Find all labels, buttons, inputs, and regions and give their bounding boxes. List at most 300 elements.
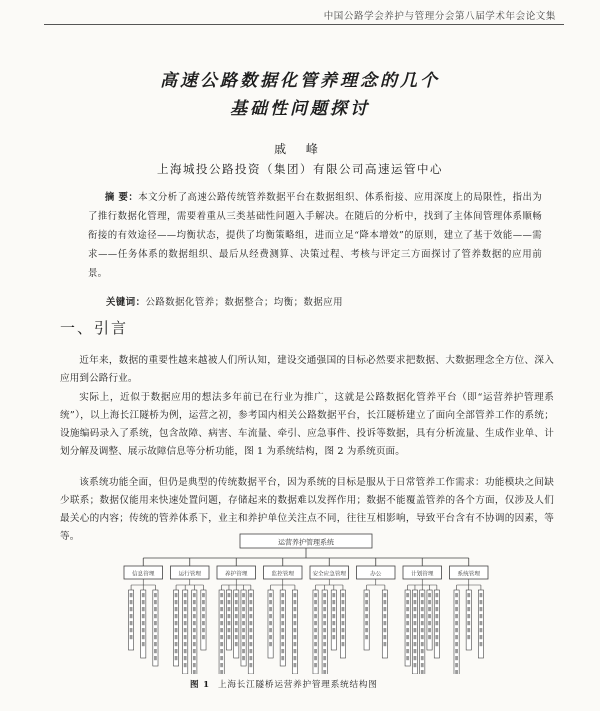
- leaf-text-mark: [421, 642, 424, 646]
- leaf-text-mark: [314, 621, 317, 625]
- leaf-text-mark: [202, 621, 205, 625]
- leaf-text-mark: [130, 607, 133, 611]
- leaf-text-mark: [294, 656, 297, 660]
- leaf-text-mark: [235, 614, 238, 618]
- leaf-text-mark: [220, 600, 223, 604]
- leaf-text-mark: [455, 663, 458, 667]
- leaf-text-mark: [455, 621, 458, 625]
- leaf-text-mark: [435, 593, 438, 597]
- leaf-text-mark: [294, 628, 297, 632]
- leaf-box: [128, 590, 133, 650]
- leaf-text-mark: [269, 607, 272, 611]
- leaf-text-mark: [242, 628, 245, 632]
- leaf-text-mark: [220, 628, 223, 632]
- abstract-paragraph: [88, 188, 542, 283]
- leaf-text-mark: [249, 614, 252, 618]
- leaf-text-mark: [228, 593, 231, 597]
- leaf-text-mark: [154, 607, 157, 611]
- module-label: 监控管理: [271, 571, 294, 578]
- leaf-text-mark: [314, 593, 317, 597]
- root-label: 运营养护管理系统: [278, 538, 334, 547]
- abstract-label: 摘 要：: [104, 192, 139, 203]
- leaf-text-mark: [414, 642, 417, 646]
- leaf-text-mark: [269, 635, 272, 639]
- leaf-text-mark: [220, 593, 223, 597]
- leaf-text-mark: [421, 593, 424, 597]
- leaf-box: [201, 590, 206, 650]
- leaf-box: [466, 590, 471, 650]
- module-label: 办公: [370, 571, 382, 578]
- leaf-text-mark: [175, 656, 178, 660]
- leaf-text-mark: [242, 621, 245, 625]
- leaf-text-mark: [455, 670, 458, 674]
- leaf-text-mark: [414, 614, 417, 618]
- leaf-text-mark: [480, 642, 483, 646]
- leaf-text-mark: [175, 621, 178, 625]
- leaf-text-mark: [314, 614, 317, 618]
- leaf-text-mark: [249, 621, 252, 625]
- leaf-text-mark: [294, 649, 297, 653]
- leaf-text-mark: [435, 621, 438, 625]
- leaf-text-mark: [435, 614, 438, 618]
- leaf-text-mark: [406, 600, 409, 604]
- leaf-text-mark: [406, 621, 409, 625]
- leaf-text-mark: [235, 635, 238, 639]
- leaf-text-mark: [435, 600, 438, 604]
- leaf-text-mark: [480, 607, 483, 611]
- leaf-text-mark: [414, 607, 417, 611]
- leaf-text-mark: [323, 656, 326, 660]
- leaf-text-mark: [154, 628, 157, 632]
- leaf-text-mark: [184, 656, 187, 660]
- leaf-text-mark: [365, 614, 368, 618]
- leaf-text-mark: [480, 628, 483, 632]
- leaf-text-mark: [383, 593, 386, 597]
- leaf-text-mark: [383, 628, 386, 632]
- leaf-text-mark: [175, 607, 178, 611]
- leaf-text-mark: [428, 600, 431, 604]
- leaf-text-mark: [455, 593, 458, 597]
- system-structure-diagram: [120, 532, 492, 674]
- leaf-text-mark: [142, 600, 145, 604]
- leaf-text-mark: [154, 635, 157, 639]
- leaf-text-mark: [193, 649, 196, 653]
- author-name: 戚 峰: [274, 142, 326, 156]
- leaf-text-mark: [249, 663, 252, 667]
- leaf-box: [331, 590, 336, 650]
- abstract: [88, 188, 542, 283]
- leaf-text-mark: [281, 621, 284, 625]
- leaf-text-mark: [154, 621, 157, 625]
- leaf-text-mark: [154, 600, 157, 604]
- leaf-text-mark: [249, 628, 252, 632]
- leaf-text-mark: [202, 628, 205, 632]
- leaf-text-mark: [193, 670, 196, 674]
- leaf-text-mark: [142, 642, 145, 646]
- leaf-text-mark: [235, 607, 238, 611]
- leaf-text-mark: [480, 593, 483, 597]
- leaf-text-mark: [455, 607, 458, 611]
- leaf-text-mark: [242, 607, 245, 611]
- leaf-text-mark: [184, 607, 187, 611]
- leaf-text-mark: [421, 621, 424, 625]
- leaf-text-mark: [184, 642, 187, 646]
- leaf-text-mark: [142, 628, 145, 632]
- leaf-text-mark: [235, 600, 238, 604]
- leaf-text-mark: [228, 600, 231, 604]
- running-head: 中国公路学会养护与管理分会第八届学术年会论文集: [323, 11, 556, 22]
- leaf-text-mark: [154, 614, 157, 618]
- leaf-text-mark: [332, 635, 335, 639]
- leaf-text-mark: [332, 614, 335, 618]
- leaf-text-mark: [242, 656, 245, 660]
- leaf-text-mark: [332, 628, 335, 632]
- figure-caption: [190, 678, 378, 690]
- leaf-text-mark: [175, 635, 178, 639]
- leaf-text-mark: [202, 593, 205, 597]
- leaf-text-mark: [332, 600, 335, 604]
- leaf-text-mark: [314, 656, 317, 660]
- leaf-text-mark: [235, 642, 238, 646]
- leaf-text-mark: [175, 593, 178, 597]
- leaf-text-mark: [332, 593, 335, 597]
- leaf-text-mark: [228, 607, 231, 611]
- leaf-text-mark: [455, 600, 458, 604]
- leaf-text-mark: [193, 656, 196, 660]
- leaf-text-mark: [342, 614, 345, 618]
- leaf-text-mark: [323, 600, 326, 604]
- leaf-text-mark: [480, 600, 483, 604]
- leaf-text-mark: [467, 614, 470, 618]
- leaf-text-mark: [414, 621, 417, 625]
- leaf-text-mark: [414, 628, 417, 632]
- leaf-text-mark: [406, 614, 409, 618]
- leaf-text-mark: [294, 635, 297, 639]
- module-label: 运行管理: [178, 571, 201, 578]
- leaf-text-mark: [269, 593, 272, 597]
- leaf-text-mark: [435, 642, 438, 646]
- leaf-text-mark: [269, 621, 272, 625]
- leaf-text-mark: [332, 607, 335, 611]
- leaf-text-mark: [455, 635, 458, 639]
- leaf-text-mark: [421, 628, 424, 632]
- leaf-text-mark: [467, 600, 470, 604]
- section-heading: 一、引言: [60, 319, 129, 337]
- leaf-text-mark: [202, 600, 205, 604]
- module-label: 安全应急管理: [312, 571, 347, 578]
- leaf-text-mark: [406, 656, 409, 660]
- leaf-text-mark: [365, 593, 368, 597]
- leaf-text-mark: [281, 628, 284, 632]
- leaf-text-mark: [249, 600, 252, 604]
- leaf-text-mark: [294, 642, 297, 646]
- leaf-text-mark: [220, 642, 223, 646]
- leaf-text-mark: [130, 628, 133, 632]
- leaf-text-mark: [184, 628, 187, 632]
- leaf-text-mark: [365, 635, 368, 639]
- leaf-text-mark: [130, 593, 133, 597]
- leaf-text-mark: [421, 635, 424, 639]
- leaf-text-mark: [455, 614, 458, 618]
- leaf-text-mark: [184, 635, 187, 639]
- leaf-text-mark: [428, 621, 431, 625]
- leaf-text-mark: [184, 663, 187, 667]
- leaf-text-mark: [314, 607, 317, 611]
- module-label: 计划管理: [411, 571, 434, 578]
- leaf-text-mark: [323, 642, 326, 646]
- leaf-text-mark: [130, 614, 133, 618]
- leaf-text-mark: [342, 635, 345, 639]
- paragraph-text: 近年来，数据的重要性越来越被人们所认知，建设交通强国的目标必然要求把数据、大数据理念全方位、深入应用到公路行业。: [60, 355, 554, 384]
- leaf-text-mark: [249, 656, 252, 660]
- leaf-text-mark: [455, 649, 458, 653]
- leaf-text-mark: [154, 656, 157, 660]
- leaf-text-mark: [269, 642, 272, 646]
- leaf-text-mark: [175, 649, 178, 653]
- leaf-text-mark: [220, 635, 223, 639]
- leaf-text-mark: [421, 649, 424, 653]
- leaf-text-mark: [228, 635, 231, 639]
- leaf-text-mark: [406, 635, 409, 639]
- leaf-text-mark: [242, 593, 245, 597]
- leaf-text-mark: [142, 614, 145, 618]
- leaf-text-mark: [142, 607, 145, 611]
- leaf-text-mark: [202, 614, 205, 618]
- leaf-text-mark: [435, 635, 438, 639]
- leaf-text-mark: [228, 621, 231, 625]
- leaf-text-mark: [421, 656, 424, 660]
- leaf-text-mark: [294, 614, 297, 618]
- leaf-text-mark: [175, 614, 178, 618]
- leaf-text-mark: [480, 635, 483, 639]
- leaf-text-mark: [235, 593, 238, 597]
- leaf-text-mark: [228, 614, 231, 618]
- leaf-text-mark: [406, 607, 409, 611]
- leaf-text-mark: [269, 628, 272, 632]
- leaf-text-mark: [467, 628, 470, 632]
- leaf-text-mark: [428, 635, 431, 639]
- leaf-text-mark: [184, 614, 187, 618]
- leaf-text-mark: [414, 649, 417, 653]
- leaf-text-mark: [220, 656, 223, 660]
- leaf-text-mark: [193, 642, 196, 646]
- leaf-text-mark: [406, 649, 409, 653]
- leaf-text-mark: [323, 628, 326, 632]
- leaf-text-mark: [130, 600, 133, 604]
- leaf-text-mark: [130, 621, 133, 625]
- leaf-text-mark: [323, 635, 326, 639]
- leaf-text-mark: [130, 635, 133, 639]
- keywords-label: 关键词：: [106, 297, 146, 308]
- leaf-text-mark: [342, 621, 345, 625]
- leaf-text-mark: [467, 593, 470, 597]
- leaf-text-mark: [281, 607, 284, 611]
- leaf-text-mark: [435, 628, 438, 632]
- leaf-text-mark: [281, 649, 284, 653]
- leaf-text-mark: [249, 607, 252, 611]
- leaf-text-mark: [175, 600, 178, 604]
- body-paragraph-1: [60, 352, 554, 388]
- leaf-box: [226, 590, 231, 650]
- leaf-text-mark: [294, 607, 297, 611]
- leaf-text-mark: [314, 600, 317, 604]
- leaf-text-mark: [269, 614, 272, 618]
- leaf-text-mark: [193, 614, 196, 618]
- leaf-text-mark: [406, 628, 409, 632]
- leaf-text-mark: [428, 593, 431, 597]
- leaf-text-mark: [435, 607, 438, 611]
- leaf-text-mark: [323, 670, 326, 674]
- module-label: 系统管理: [457, 571, 480, 578]
- leaf-text-mark: [414, 635, 417, 639]
- leaf-text-mark: [142, 635, 145, 639]
- leaf-text-mark: [342, 642, 345, 646]
- leaf-text-mark: [342, 600, 345, 604]
- leaf-text-mark: [421, 614, 424, 618]
- module-label: 信息管理: [132, 571, 155, 578]
- leaf-text-mark: [220, 614, 223, 618]
- leaf-text-mark: [269, 600, 272, 604]
- leaf-text-mark: [480, 621, 483, 625]
- leaf-text-mark: [235, 621, 238, 625]
- leaf-text-mark: [193, 607, 196, 611]
- leaf-text-mark: [467, 607, 470, 611]
- leaf-text-mark: [242, 635, 245, 639]
- leaf-text-mark: [294, 663, 297, 667]
- leaf-text-mark: [383, 635, 386, 639]
- leaf-text-mark: [323, 621, 326, 625]
- leaf-text-mark: [154, 593, 157, 597]
- leaf-text-mark: [184, 593, 187, 597]
- leaf-text-mark: [323, 593, 326, 597]
- leaf-text-mark: [281, 600, 284, 604]
- leaf-text-mark: [220, 663, 223, 667]
- leaf-text-mark: [365, 607, 368, 611]
- leaf-text-mark: [428, 614, 431, 618]
- leaf-text-mark: [175, 642, 178, 646]
- leaf-text-mark: [414, 600, 417, 604]
- leaf-text-mark: [202, 607, 205, 611]
- leaf-text-mark: [242, 614, 245, 618]
- leaf-text-mark: [480, 614, 483, 618]
- leaf-text-mark: [421, 670, 424, 674]
- leaf-text-mark: [467, 621, 470, 625]
- keywords-text: 公路数据化管养；数据整合；均衡；数据应用: [145, 297, 344, 308]
- leaf-text-mark: [249, 635, 252, 639]
- leaf-text-mark: [406, 593, 409, 597]
- leaf-text-mark: [242, 649, 245, 653]
- leaf-text-mark: [281, 656, 284, 660]
- leaf-text-mark: [455, 656, 458, 660]
- leaf-text-mark: [193, 635, 196, 639]
- leaf-text-mark: [428, 607, 431, 611]
- figure-caption-text: 上海长江隧桥运营养护管理系统结构图: [217, 680, 378, 690]
- leaf-text-mark: [142, 621, 145, 625]
- leaf-text-mark: [281, 642, 284, 646]
- leaf-text-mark: [249, 593, 252, 597]
- leaf-text-mark: [184, 600, 187, 604]
- leaf-text-mark: [202, 635, 205, 639]
- leaf-text-mark: [365, 600, 368, 604]
- leaf-text-mark: [414, 663, 417, 667]
- leaf-text-mark: [193, 621, 196, 625]
- leaf-text-mark: [342, 607, 345, 611]
- leaf-text-mark: [193, 628, 196, 632]
- leaf-text-mark: [314, 635, 317, 639]
- header-rule: [44, 24, 564, 25]
- leaf-text-mark: [421, 600, 424, 604]
- leaf-text-mark: [281, 593, 284, 597]
- leaf-text-mark: [142, 593, 145, 597]
- leaf-text-mark: [314, 642, 317, 646]
- leaf-text-mark: [220, 621, 223, 625]
- leaf-text-mark: [467, 635, 470, 639]
- leaf-text-mark: [406, 642, 409, 646]
- leaf-text-mark: [242, 600, 245, 604]
- leaf-text-mark: [294, 593, 297, 597]
- leaf-text-mark: [235, 628, 238, 632]
- leaf-text-mark: [193, 663, 196, 667]
- leaf-text-mark: [228, 628, 231, 632]
- leaf-text-mark: [220, 670, 223, 674]
- leaf-text-mark: [184, 649, 187, 653]
- module-label: 养护管理: [225, 571, 248, 578]
- body-paragraph-2: [60, 389, 554, 461]
- leaf-text-mark: [421, 607, 424, 611]
- paper-title-line-2: 基础性问题探讨: [230, 99, 370, 119]
- leaf-text-mark: [455, 642, 458, 646]
- leaf-text-mark: [383, 614, 386, 618]
- leaf-text-mark: [383, 621, 386, 625]
- leaf-text-mark: [281, 635, 284, 639]
- paper-title-line-1: 高速公路数据化管养理念的几个: [160, 71, 440, 91]
- leaf-text-mark: [365, 628, 368, 632]
- leaf-text-mark: [242, 642, 245, 646]
- leaf-text-mark: [294, 621, 297, 625]
- leaf-text-mark: [220, 607, 223, 611]
- leaf-text-mark: [154, 642, 157, 646]
- leaf-text-mark: [220, 649, 223, 653]
- keywords: [106, 294, 343, 308]
- leaf-text-mark: [323, 607, 326, 611]
- leaf-box: [427, 590, 432, 650]
- leaf-text-mark: [428, 628, 431, 632]
- leaf-text-mark: [414, 656, 417, 660]
- abstract-text: 本文分析了高速公路传统管养数据平台在数据组织、体系衔接、应用深度上的局限性，指出为了推行数据化管理，需要着重从三类基础性问题入手解决。在随后的分析中，找到了主体间管理体系顺畅衔接的有效途径——均衡状态，提供了均衡策略组，进而立足“降本增效”的原则，建立了基于效能——需求——任务体系的数据组织、最后从经费测算、决策过程、考核与评定三方面探讨了管养数据的应用前景。: [88, 192, 542, 279]
- leaf-text-mark: [249, 649, 252, 653]
- leaf-text-mark: [421, 663, 424, 667]
- leaf-text-mark: [342, 628, 345, 632]
- leaf-text-mark: [323, 649, 326, 653]
- leaf-text-mark: [249, 642, 252, 646]
- leaf-text-mark: [175, 628, 178, 632]
- leaf-text-mark: [383, 642, 386, 646]
- leaf-text-mark: [314, 649, 317, 653]
- leaf-text-mark: [281, 614, 284, 618]
- leaf-text-mark: [154, 649, 157, 653]
- leaf-text-mark: [414, 593, 417, 597]
- leaf-text-mark: [332, 621, 335, 625]
- leaf-text-mark: [314, 663, 317, 667]
- leaf-text-mark: [342, 593, 345, 597]
- figure-caption-label: 图 1: [190, 680, 210, 690]
- leaf-text-mark: [365, 621, 368, 625]
- leaf-text-mark: [314, 628, 317, 632]
- author-affiliation: 上海城投公路投资（集团）有限公司高速运管中心: [157, 162, 443, 176]
- leaf-box: [364, 590, 369, 650]
- leaf-text-mark: [323, 663, 326, 667]
- leaf-text-mark: [193, 593, 196, 597]
